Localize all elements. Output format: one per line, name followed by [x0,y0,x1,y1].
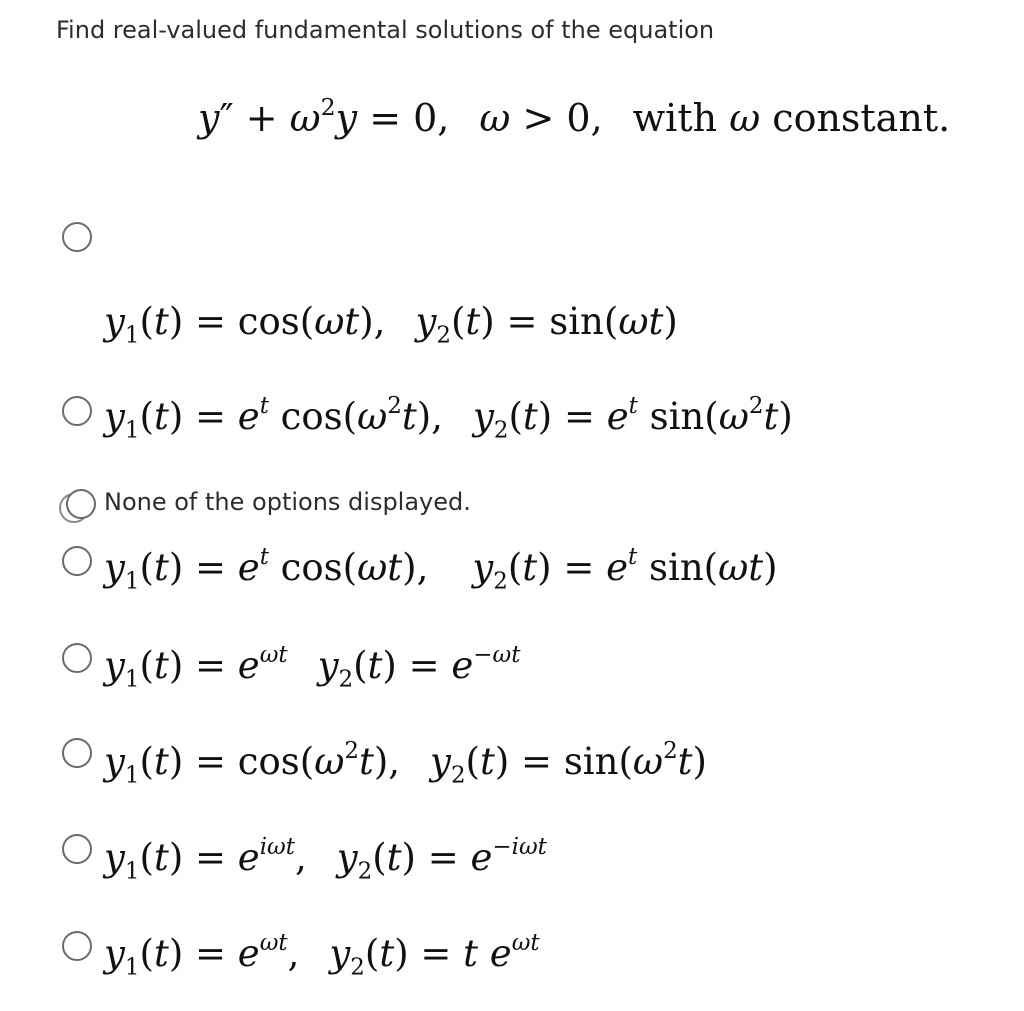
option-b-label: $y_1(t) = e^t$ $\cos(\omega^2t)$, $y_2(t) = e^t$ $\sin(\omega^2t)$ [104,392,793,444]
option-h-label: $y_1(t) = e^{\omega t}$, $y_2(t) = t$ $e^{\omega t}$ [104,929,540,981]
option-f-label: $y_1(t) = \cos(\omega^2t)$, $y_2(t) = \sin(\omega^2t)$ [104,737,707,789]
option-f-radio[interactable] [62,738,92,768]
option-a-radio[interactable] [62,222,92,252]
option-e-label: $y_1(t) = e^{\omega t}$ $y_2(t) = e^{-\omega t}$ [104,641,521,693]
question-equation: $y'' + \omega^2y = 0$, ω > 0, with ω constant. [198,92,951,140]
option-c-label: None of the options displayed. [104,488,471,516]
option-e-radio[interactable] [62,643,92,673]
option-c-radio[interactable] [66,489,96,519]
option-h-radio[interactable] [62,931,92,961]
option-d-label: $y_1(t) = e^t$ cos(ωt), $y_2(t) = e^t$ sin(ωt) [104,543,778,595]
option-a-label: $y_1(t) = \cos(\omega t)$, $y_2(t) = \sin(\omega t)$ [104,300,678,349]
option-g-label: $y_1(t) = e^{i\omega t}$, $y_2(t) = e^{-i\omega t}$ [104,833,547,885]
question-prompt: Find real-valued fundamental solutions of the equation [56,16,715,44]
option-b-radio[interactable] [62,396,92,426]
option-g-radio[interactable] [62,834,92,864]
option-d-radio[interactable] [62,546,92,576]
